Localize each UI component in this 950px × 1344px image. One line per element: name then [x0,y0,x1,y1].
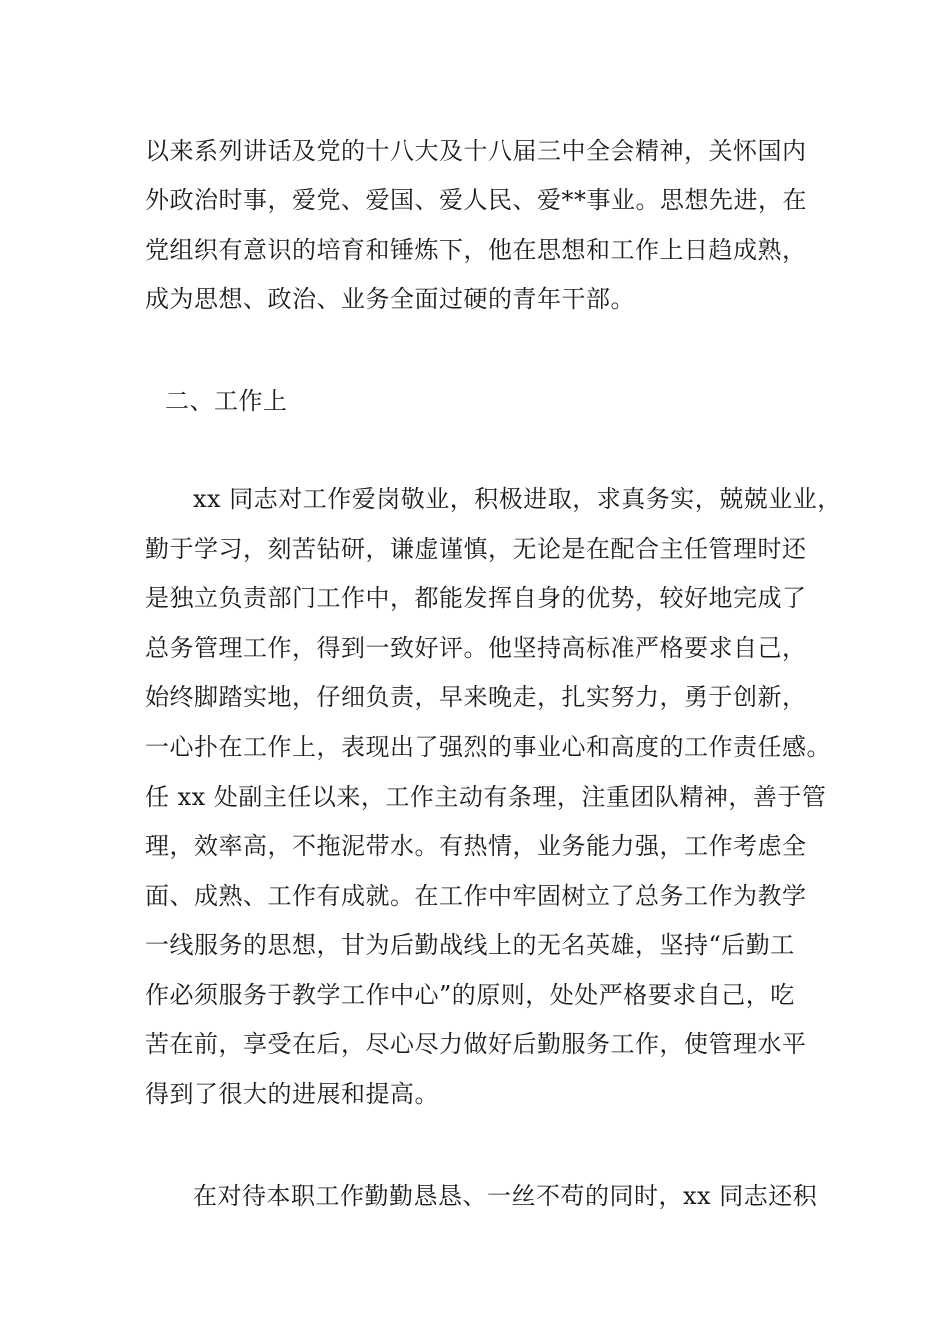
paragraph-line: 总务管理工作，得到一致好评。他坚持高标准严格要求自己， [145,634,807,662]
paragraph-line: 以来系列讲话及党的十八大及十八届三中全会精神，关怀国内 [145,137,807,165]
paragraph-line: 始终脚踏实地，仔细负责，早来晚走，扎实努力，勇于创新， [145,683,807,711]
paragraph-line: 外政治时事，爱党、爱国、爱人民、爱**事业。思想先进，在 [145,186,807,214]
paragraph-line: 作必须服务于教学工作中心”的原则，处处严格要求自己，吃 [145,981,795,1009]
paragraph-line: 勤于学习，刻苦钻研，谦虚谨慎，无论是在配合主任管理时还 [145,535,807,563]
paragraph-line: 理，效率高，不拖泥带水。有热情，业务能力强，工作考虑全 [145,832,807,860]
paragraph-line: 党组织有意识的培育和锤炼下，他在思想和工作上日趋成熟， [145,236,807,264]
paragraph-line: 成为思想、政治、业务全面过硬的青年干部。 [145,285,635,313]
paragraph-line: 面、成熟、工作有成就。在工作中牢固树立了总务工作为教学 [145,882,807,910]
paragraph-line: 任 xx 处副主任以来，工作主动有条理，注重团队精神，善于管 [145,783,827,811]
paragraph-line: xx 同志对工作爱岗敬业，积极进取，求真务实，兢兢业业， [193,485,842,513]
paragraph-line: 是独立负责部门工作中，都能发挥自身的优势，较好地完成了 [145,584,807,612]
paragraph-line: 苦在前，享受在后，尽心尽力做好后勤服务工作，使管理水平 [145,1030,807,1058]
paragraph-line: 得到了很大的进展和提高。 [145,1080,439,1108]
paragraph-line: 一线服务的思想，甘为后勤战线上的无名英雄，坚持“后勤工 [145,931,795,959]
paragraph-line: 一心扑在工作上，表现出了强烈的事业心和高度的工作责任感。 [145,733,831,761]
section-heading: 二、工作上 [165,387,288,415]
paragraph-line: 在对待本职工作勤勤恳恳、一丝不苟的同时，xx 同志还积 [193,1182,818,1210]
